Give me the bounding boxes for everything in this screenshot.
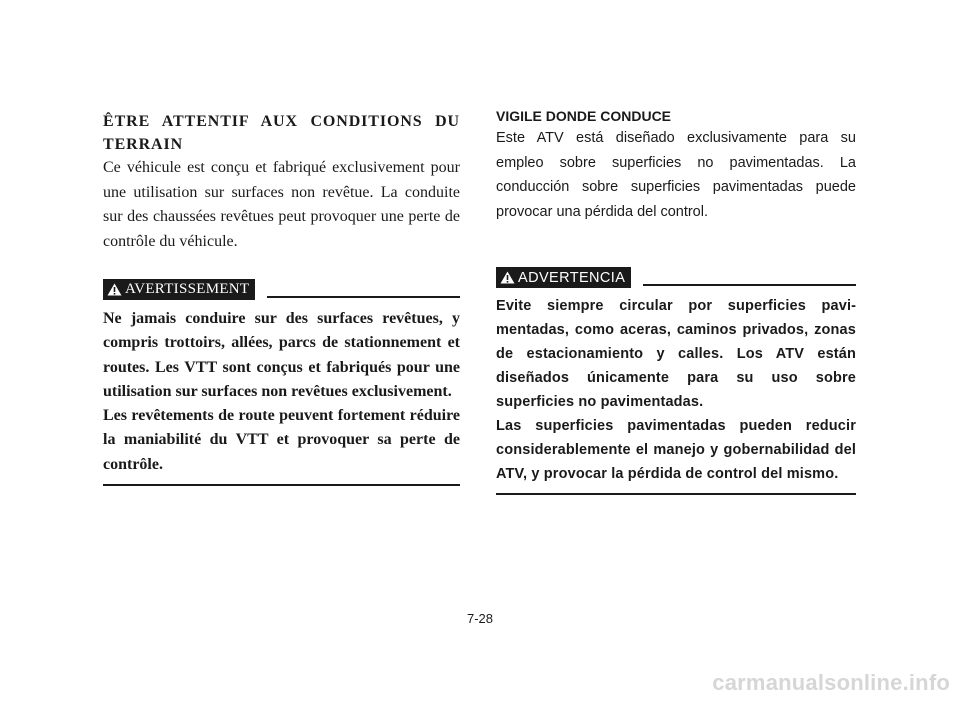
spanish-warning-badge	[496, 267, 631, 288]
french-warning-paragraph-1: Ne jamais conduire sur des surfaces revêtues, y compris trottoirs, allées, parcs de stationnement et routes. Les VTT sont conçus et fabriqués pour une utilisation sur surfaces non revêtues exclusivement.	[103, 310, 460, 400]
spanish-warning-label: ADVERTENCIA	[518, 269, 626, 286]
spanish-heading: VIGILE DONDE CONDUCE	[496, 108, 672, 124]
spanish-warning-header	[496, 267, 856, 288]
spanish-body: Este ATV está diseñado exclusivamente para su empleo sobre superficies no pavimentadas. La conducción sobre superficies pavimentadas puede provocar una pérdida del control.	[496, 130, 856, 220]
spanish-warning-body	[496, 294, 856, 486]
french-heading: ÊTRE ATTENTIF AUX CONDITIONS DU TERRAIN	[103, 113, 460, 153]
spanish-column	[496, 106, 856, 495]
french-warning-badge	[103, 279, 255, 300]
spanish-warning-paragraph-1: Evite siempre circular por superficies pavimentadas, como aceras, caminos privados, zonas de estacionamiento y calles. Los ATV están diseñados únicamente para su uso sobre superficies no pavimentadas.	[496, 298, 856, 410]
watermark: carmanualsonline.info	[712, 670, 950, 695]
warning-triangle-icon	[500, 271, 515, 284]
french-warning-header	[103, 279, 460, 300]
french-column	[103, 110, 460, 486]
french-warning-end-rule	[103, 484, 460, 486]
french-warning-rule	[267, 296, 460, 298]
page-number: 7-28	[466, 611, 494, 626]
spanish-warning-rule	[643, 284, 856, 286]
french-warning-paragraph-2: Les revêtements de route peuvent fortement réduire la maniabilité du VTT et provoquer sa perte de contrôle.	[103, 407, 460, 473]
warning-triangle-icon	[107, 283, 122, 296]
french-body: Ce véhicule est conçu et fabriqué exclusivement pour une utilisation sur surfaces non revêtue. La conduite sur des chaussées revêtues peut provoquer une perte de contrôle du véhicule.	[103, 159, 460, 250]
french-warning-body	[103, 307, 460, 477]
french-warning-label: AVERTISSEMENT	[125, 281, 250, 297]
spanish-warning-paragraph-2: Las superficies pavimentadas pueden reducir considerablemente el manejo y gobernabilidad del ATV, y provocar la pérdida de control del mismo.	[496, 418, 856, 482]
spanish-warning-end-rule	[496, 493, 856, 495]
